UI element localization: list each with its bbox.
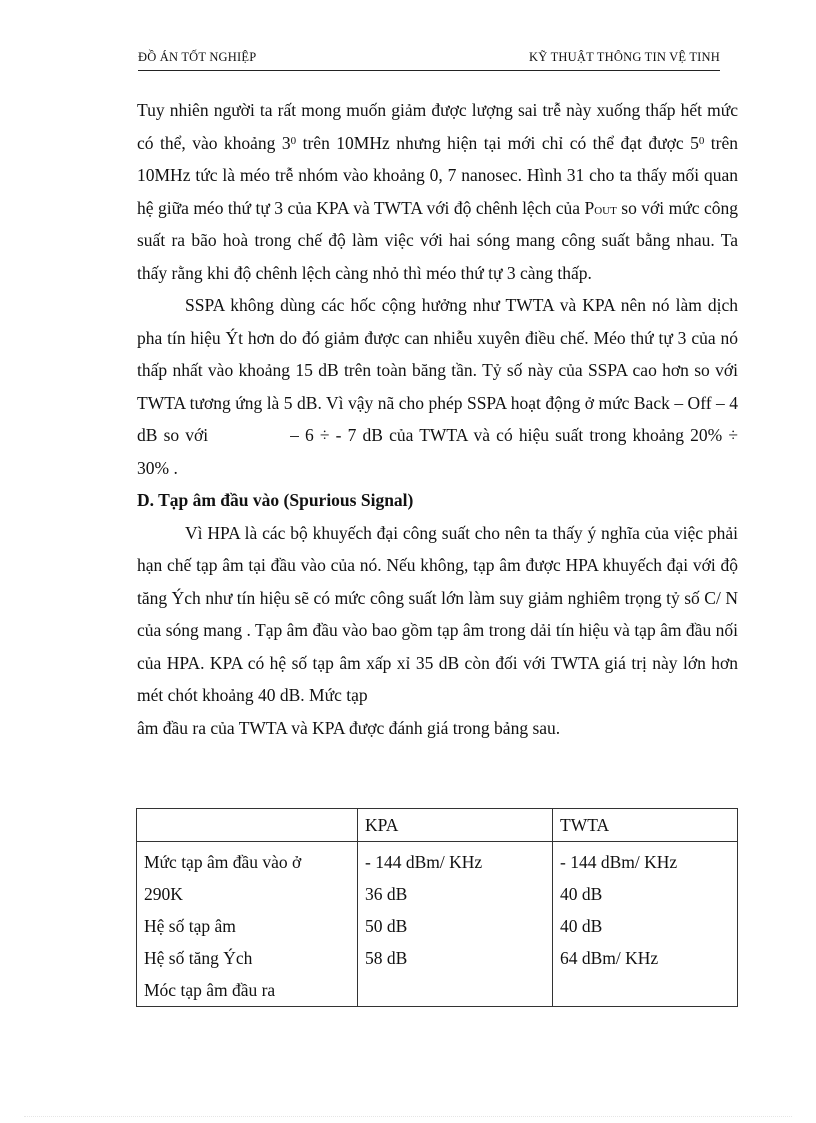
page-header [138,48,720,70]
table-twta-column [553,842,738,1007]
paragraph-table-intro: âm đầu ra của TWTA và KPA được đánh giá trong bảng sau. [137,717,561,738]
table-header-twta: TWTA [553,809,738,842]
table-cell: 64 dBm/ KHz [560,948,659,968]
table-header-kpa: KPA [358,809,553,842]
table-label-column [137,842,358,1007]
paragraph-spurious-signal: Vì HPA là các bộ khuyếch đại công suất cho nên ta thấy ý nghĩa của việc phải hạn chế tạp âm tại đầu vào của nó. Nếu không, tạp âm được HPA khuyếch đại với độ tăng Ých như tín hiệu sẽ có mức công suất lớn làm suy giảm nghiêm trọng tỷ số C/ N của sóng mang . Tạp âm đầu vào bao gồm tạp âm trong dải tín hiệu và tạp âm đầu nối của HPA. KPA có hệ số tạp âm xấp xỉ 35 dB còn đối với TWTA giá trị này lớn hơn mét chót khoảng 40 dB. Mức tạp [137,522,738,705]
table-cell: 40 dB [560,884,603,904]
header-left-title: ĐỒ ÁN TỐT NGHIỆP [138,50,257,64]
paragraph-group-delay: Tuy nhiên người ta rất mong muốn giảm được lượng sai trễ này xuống thấp hết mức có thể, vào khoảng $3^0$ trên 10MHz nhưng hiện tại mới chỉ có thể đạt được $5^0$ trên 10MHz tức là méo trễ nhóm vào khoảng 0, 7 nanosec. Hình 31 cho ta thấy mối quan hệ giữa méo thứ tự 3 của KPA và TWTA với độ chênh lệch của POUT so với mức công suất ra bão hoà trong chế độ làm việc với hai sóng mang công suất bằng nhau. Ta thấy rằng khi độ chênh lệch càng nhỏ thì méo thứ tự 3 càng thấp. [137,100,739,283]
table-cell: 40 dB [560,916,603,936]
table-row [137,842,738,1007]
table-cell: Móc tạp âm đầu ra [144,980,276,1000]
section-heading: D. Tạp âm đầu vào (Spurious Signal) [137,490,414,510]
paragraph-sspa: SSPA không dùng các hốc cộng hưởng như TWTA và KPA nên nó làm dịch pha tín hiệu Ýt hơn do đó giảm được can nhiễu xuyên điều chế. Méo thứ tự 3 của nó thấp nhất vào khoảng 15 dB trên toàn băng tần. Tỷ số này của SSPA cao hơn so với TWTA tương ứng là 5 dB. Vì vậy nã cho phép SSPA hoạt động ở mức Back – Off – 4 dB so với – 6 ÷ - 7 dB của TWTA và có hiệu suất trong khoảng 20% ÷ 30% . [137,295,738,478]
table-cell: - 144 dBm/ KHz [365,852,483,872]
table-cell: Mức tạp âm đầu vào ở [144,852,302,872]
table-cell: 290K [144,884,183,904]
table-kpa-column [358,842,553,1007]
table-cell: - 144 dBm/ KHz [560,852,678,872]
header-right-title: KỸ THUẬT THÔNG TIN VỆ TINH [529,50,720,64]
table-cell: Hệ số tăng Ých [144,948,253,968]
footer-divider [24,1116,792,1117]
document-body [137,94,738,744]
table-cell: 50 dB [365,916,408,936]
table-cell: Hệ số tạp âm [144,916,236,936]
table-cell: 36 dB [365,884,408,904]
table-cell: 58 dB [365,948,408,968]
noise-comparison-table [136,808,738,1007]
table-header-cell [137,809,358,842]
header-divider [138,70,720,71]
table-header-row [137,809,738,842]
